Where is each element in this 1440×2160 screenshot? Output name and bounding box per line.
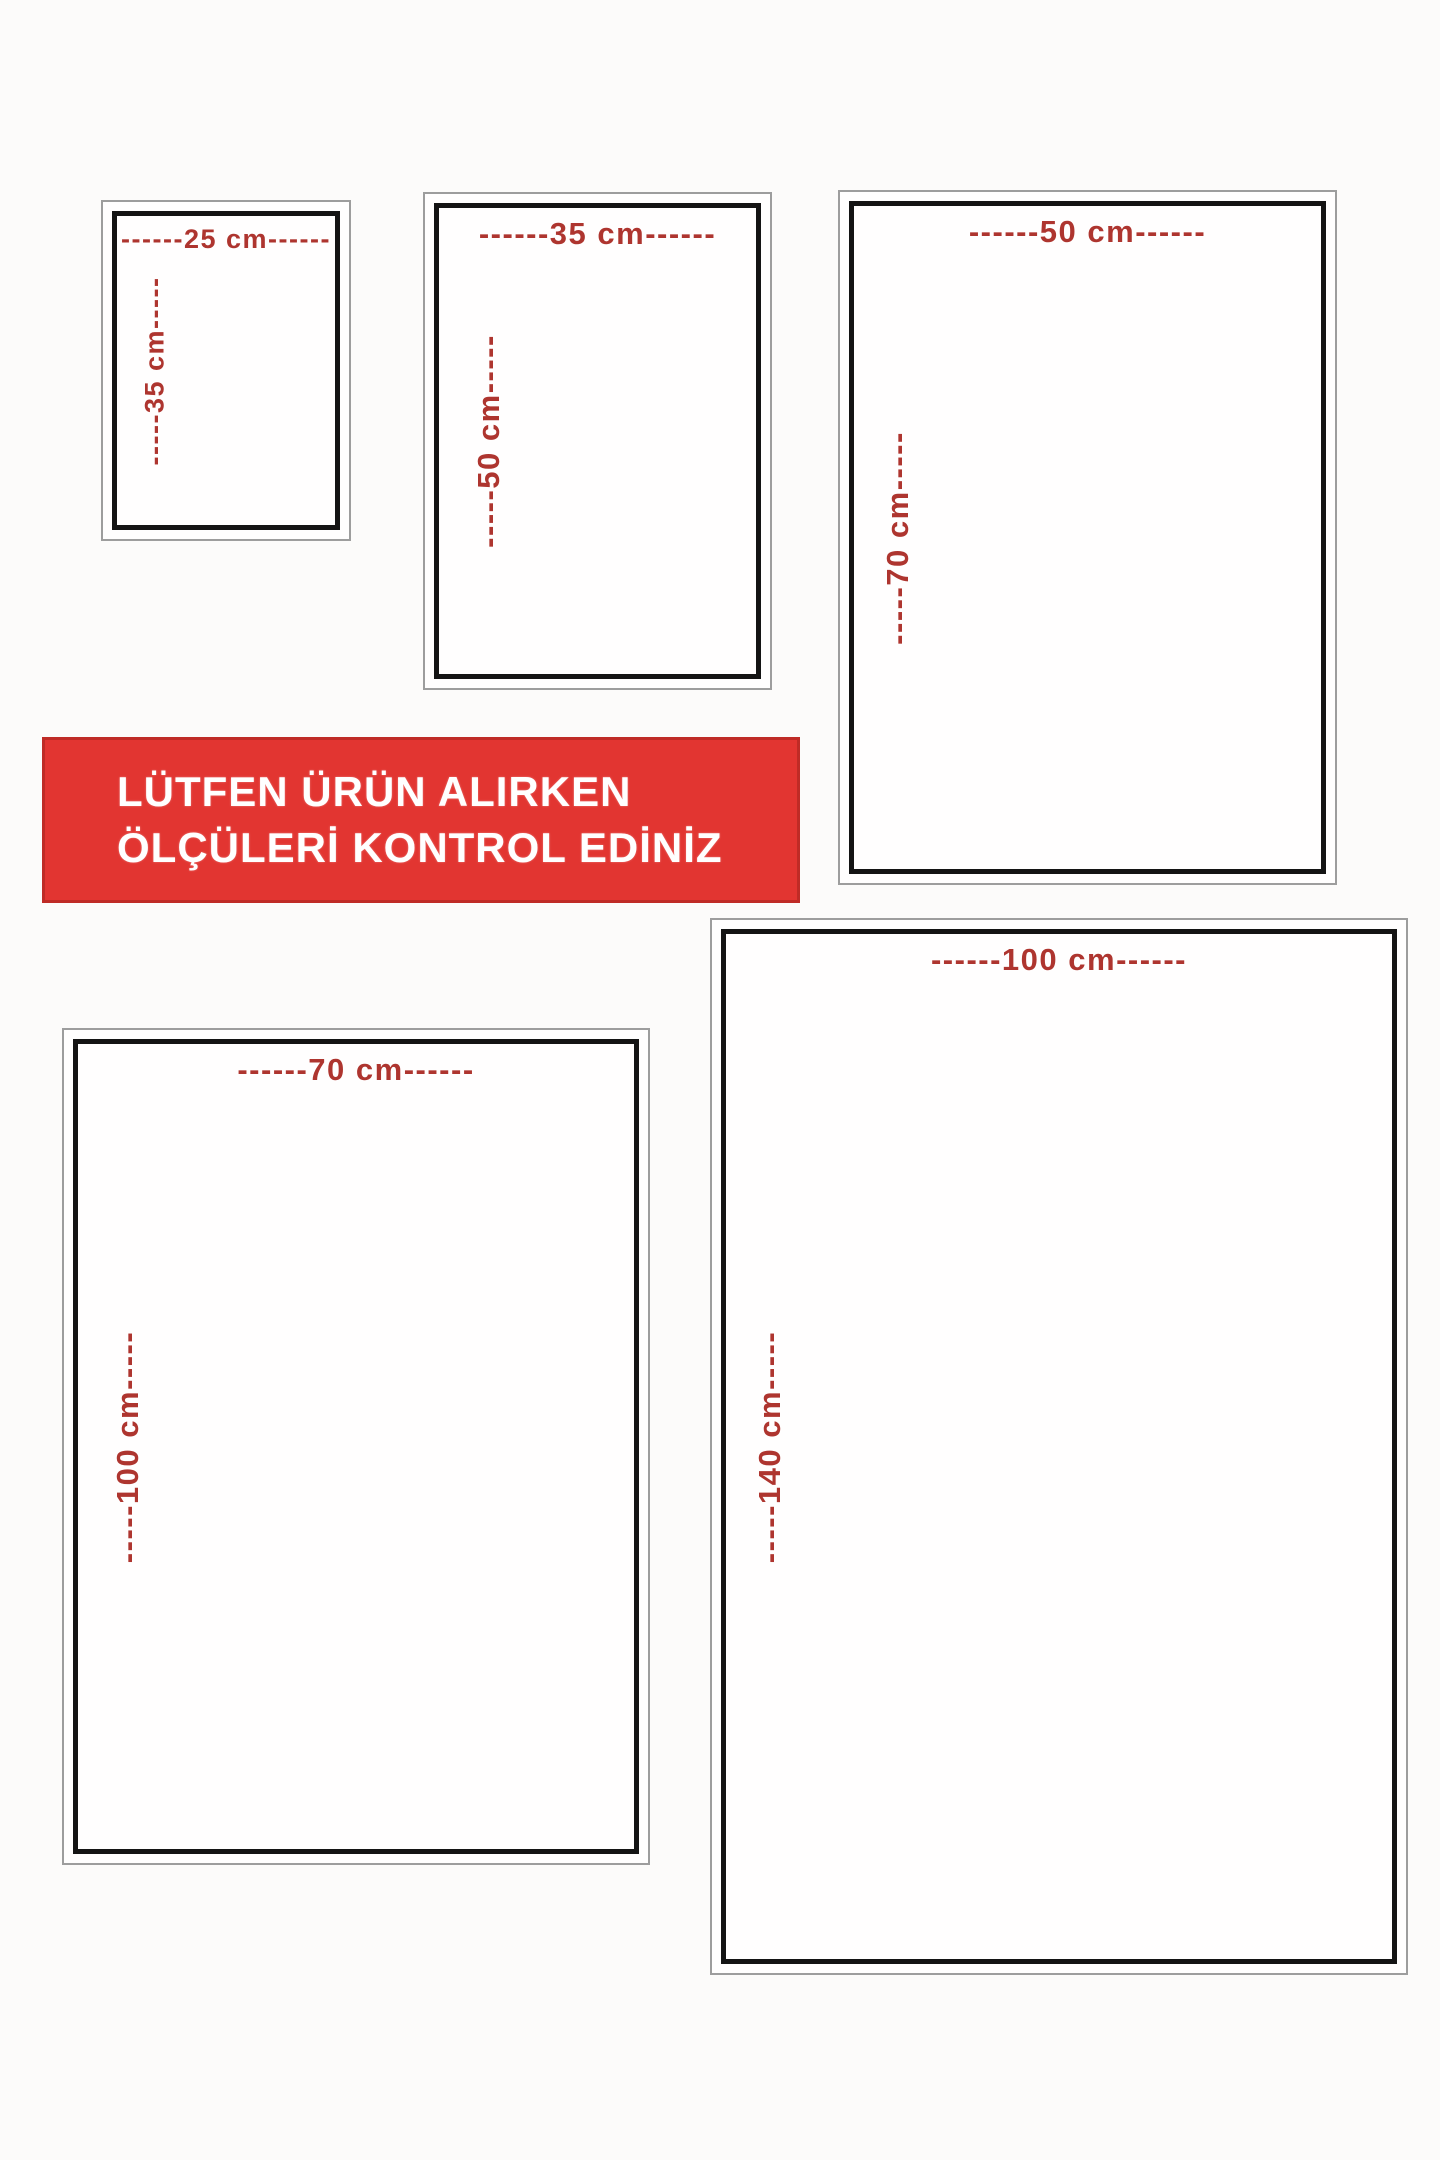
size-panel-25x35: [101, 200, 351, 541]
size-panel-70x100: [62, 1028, 650, 1865]
width-dimension-label: ------100 cm------: [930, 942, 1188, 977]
warning-banner: [42, 737, 800, 903]
height-dimension-label: -----35 cm-----: [139, 276, 170, 465]
size-panel-50x70: [838, 190, 1337, 885]
size-panel-100x140: [710, 918, 1408, 1975]
warning-banner-line2: ÖLÇÜLERİ KONTROL EDİNİZ: [117, 824, 723, 871]
width-dimension-label: ------35 cm------: [478, 216, 717, 251]
size-panel-35x50: [423, 192, 772, 690]
height-dimension-label: -----50 cm-----: [471, 334, 506, 548]
size-panel-50x70-frame: [849, 201, 1326, 874]
width-dimension-label: ------70 cm------: [237, 1052, 475, 1087]
height-dimension-label: -----70 cm-----: [880, 430, 915, 645]
width-dimension-label: ------50 cm------: [968, 214, 1207, 249]
height-dimension-label: -----100 cm-----: [110, 1330, 145, 1563]
size-panel-100x140-frame: [721, 929, 1397, 1964]
size-panel-70x100-frame: [73, 1039, 639, 1854]
width-dimension-label: ------25 cm------: [121, 224, 331, 254]
size-panel-25x35-frame: [112, 211, 340, 530]
size-panel-35x50-frame: [434, 203, 761, 679]
warning-banner-line1: LÜTFEN ÜRÜN ALIRKEN: [117, 767, 632, 815]
height-dimension-label: -----140 cm-----: [752, 1330, 787, 1563]
